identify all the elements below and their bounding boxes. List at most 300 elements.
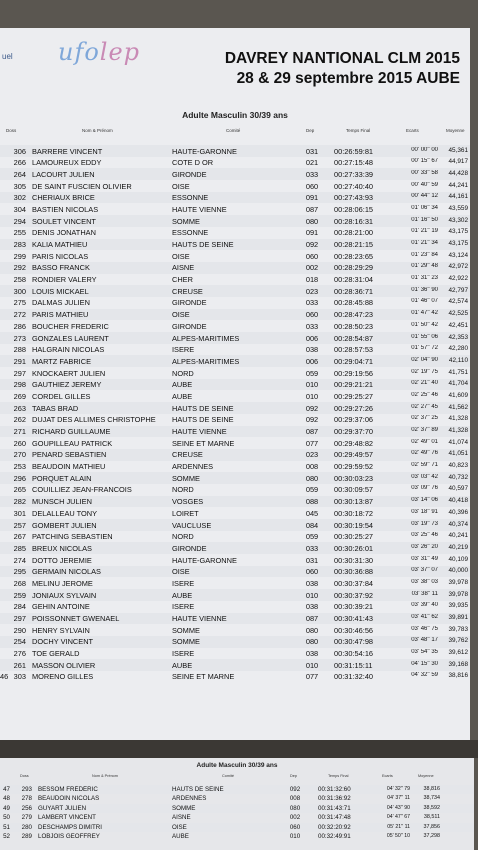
- cell-comite: HAUTE VIENNE: [172, 614, 227, 623]
- header-left-fragment: uel: [2, 52, 13, 61]
- table-row: [0, 624, 470, 636]
- cell-comite: SOMME: [172, 804, 196, 812]
- cell-comite: ALPES-MARITIMES: [172, 356, 240, 366]
- cell-time: 00:31:43:71: [318, 804, 351, 812]
- cell-comite: ALPES-MARITIMES: [172, 333, 240, 343]
- cell-name: GOMBERT JULIEN: [32, 520, 97, 530]
- cell-time: 00:29:21:21: [334, 380, 374, 390]
- cell-time: 00:30:03:23: [334, 473, 374, 483]
- cell-time: 00:29:04:71: [334, 356, 374, 366]
- cell-moy: 41,562: [448, 403, 468, 411]
- cell-name: LOUIS MICKAEL: [32, 286, 89, 296]
- event-date: 28 & 29 septembre 2015 AUBE: [236, 70, 460, 87]
- cell-ecart: 02' 19'' 75: [411, 368, 438, 375]
- table-row: [0, 461, 470, 473]
- cell-moy: 40,374: [448, 520, 468, 528]
- cell-doss: 286: [13, 321, 26, 331]
- cell-ecart: 00' 33'' 58: [411, 169, 438, 176]
- category-title-page2: Adulte Masculin 30/39 ans: [196, 762, 278, 769]
- cell-moy: 39,935: [448, 602, 468, 610]
- cell-name: HALGRAIN NICOLAS: [32, 345, 105, 355]
- cell-dep: 080: [305, 637, 319, 647]
- cell-moy: 43,124: [448, 251, 468, 259]
- cell-comite: ESSONNE: [172, 193, 209, 203]
- sheet-header: [0, 28, 470, 103]
- cell-ecart: 01' 36'' 90: [411, 286, 438, 293]
- cell-time: 00:28:31:04: [334, 275, 374, 285]
- cell-time: 00:31:15:11: [334, 660, 373, 670]
- cell-moy: 40,000: [448, 567, 468, 575]
- cell-comite: HAUTS DE SEINE: [172, 415, 234, 425]
- cell-comite: AISNE: [172, 263, 195, 273]
- cell-ecart: 03' 19'' 73: [411, 520, 438, 527]
- cell-time: 00:28:36:71: [334, 286, 374, 296]
- cell-time: 00:29:49:57: [334, 450, 374, 460]
- cell-moy: 38,816: [448, 672, 468, 680]
- cell-dep: 031: [305, 146, 319, 156]
- cell-comite: SEINE ET MARNE: [172, 438, 235, 448]
- cell-dep: 033: [305, 543, 319, 553]
- table-row: [0, 507, 470, 519]
- cell-dep: 010: [305, 391, 319, 401]
- cell-moy: 38,592: [423, 804, 440, 811]
- cell-doss: 306: [13, 146, 26, 156]
- cell-name: PENARD SEBASTIEN: [32, 450, 107, 460]
- cell-moy: 37,298: [423, 832, 440, 839]
- cell-comite: SOMME: [172, 637, 200, 647]
- table-row: [0, 320, 470, 332]
- cell-doss: 270: [13, 450, 26, 460]
- cell-dep: 045: [305, 508, 319, 518]
- cell-moy: 41,051: [448, 450, 468, 458]
- cell-dep: 092: [305, 240, 319, 249]
- cell-ecart: 03' 38'' 03: [411, 578, 438, 585]
- table-row: [0, 519, 470, 531]
- cell-moy: 40,396: [448, 508, 468, 516]
- cell-name: BARRERE VINCENT: [32, 146, 103, 156]
- cell-time: 00:32:20:92: [318, 823, 351, 831]
- cell-rank: 46: [0, 672, 8, 682]
- table-row: [0, 145, 470, 157]
- cell-comite: HAUTE VIENNE: [172, 427, 227, 436]
- cell-dep: 060: [305, 181, 319, 191]
- cell-dep: 060: [305, 567, 319, 577]
- cell-name: JONIAUX SYLVAIN: [32, 590, 97, 600]
- col-ecart: Ecarts: [382, 774, 393, 778]
- cell-ecart: 01' 06'' 34: [411, 204, 438, 211]
- event-title: DAVREY NANTIONAL CLM 2015: [224, 50, 460, 67]
- cell-dep: 008: [289, 795, 301, 803]
- cell-ecart: 03' 18'' 91: [411, 508, 438, 515]
- cell-moy: 42,525: [448, 310, 468, 318]
- results-sheet: [0, 28, 470, 748]
- table-row: [0, 648, 470, 660]
- cell-ecart: 03' 26'' 20: [411, 543, 438, 550]
- cell-name: GERMAIN NICOLAS: [32, 567, 101, 577]
- cell-time: 00:28:21:15: [334, 240, 374, 249]
- cell-ecart: 01' 21'' 34: [411, 240, 438, 246]
- table-row: [0, 437, 470, 449]
- column-header: [0, 128, 470, 138]
- cell-doss: 282: [13, 497, 26, 507]
- cell-moy: 38,511: [423, 814, 440, 821]
- cell-time: 00:28:50:23: [334, 321, 374, 331]
- col-name: Nom & Prénom: [92, 774, 118, 778]
- cell-comite: NORD: [172, 485, 194, 495]
- cell-comite: ISERE: [172, 578, 195, 588]
- cell-ecart: 03' 46'' 75: [411, 625, 438, 632]
- cell-name: BREUX NICOLAS: [32, 543, 92, 553]
- cell-name: PARIS NICOLAS: [32, 251, 89, 261]
- cell-name: LAMOUREUX EDDY: [32, 158, 102, 168]
- cell-moy: 44,241: [448, 181, 468, 189]
- cell-doss: 269: [13, 391, 26, 401]
- cell-time: 00:32:49:91: [318, 832, 351, 840]
- cell-name: HENRY SYLVAIN: [32, 625, 90, 635]
- cell-moy: 40,219: [448, 543, 468, 551]
- cell-name: GEHIN ANTOINE: [32, 602, 90, 612]
- table-row: [0, 367, 470, 379]
- cell-comite: OISE: [172, 181, 190, 191]
- cell-moy: 42,922: [448, 275, 468, 283]
- cell-comite: HAUTE-GARONNE: [172, 146, 237, 156]
- cell-doss: 262: [13, 415, 26, 425]
- table-row: [0, 542, 470, 554]
- table-row: [0, 157, 470, 169]
- cell-ecart: 04' 43'' 90: [386, 804, 410, 811]
- table-row: [0, 250, 470, 262]
- table-row: [0, 589, 470, 601]
- cell-moy: 41,328: [448, 427, 468, 434]
- cell-time: 00:30:25:27: [334, 532, 374, 542]
- cell-doss: 288: [13, 345, 26, 355]
- table-row: [0, 297, 470, 309]
- col-doss: Doss: [6, 128, 17, 133]
- cell-ecart: 00' 40'' 59: [411, 181, 438, 188]
- cell-name: DENIS JONATHAN: [32, 228, 96, 238]
- cell-name: DELALLEAU TONY: [32, 508, 98, 518]
- cell-moy: 40,597: [448, 485, 468, 493]
- ufolep-logo: ufolep: [58, 38, 141, 66]
- cell-time: 00:30:13:87: [334, 497, 374, 507]
- cell-doss: 304: [13, 204, 26, 214]
- cell-comite: GIRONDE: [172, 543, 207, 553]
- cell-comite: AISNE: [172, 814, 191, 822]
- cell-moy: 43,559: [448, 204, 468, 212]
- cell-comite: SEINE ET MARNE: [172, 672, 235, 682]
- cell-name: MORENO GILLES: [32, 672, 94, 682]
- cell-time: 00:28:45:88: [334, 298, 374, 308]
- cell-comite: CREUSE: [172, 450, 203, 460]
- cell-doss: 305: [13, 181, 26, 191]
- table-row: [0, 168, 470, 180]
- table-row: [0, 813, 474, 822]
- cell-moy: 39,168: [448, 660, 468, 668]
- cell-dep: 002: [305, 263, 319, 273]
- cell-name: CHERIAUX BRICE: [32, 193, 95, 203]
- cell-comite: HAUTE VIENNE: [172, 204, 227, 214]
- cell-name: BESSOM FRÉDÉRIC: [38, 786, 98, 793]
- page-gap: [0, 740, 478, 758]
- cell-name: DOCHY VINCENT: [32, 637, 94, 647]
- cell-dep: 077: [305, 438, 319, 448]
- cell-doss: 297: [13, 614, 26, 623]
- cell-comite: SOMME: [172, 473, 200, 483]
- cell-name: PATCHING SEBASTIEN: [32, 532, 113, 542]
- cell-time: 00:28:06:15: [334, 204, 374, 214]
- cell-name: RONDIER VALERY: [32, 275, 97, 285]
- cell-doss: 275: [13, 298, 26, 308]
- cell-time: 00:30:09:57: [334, 485, 374, 495]
- cell-moy: 41,328: [448, 415, 468, 423]
- cell-moy: 40,732: [448, 473, 468, 481]
- cell-moy: 42,353: [448, 333, 468, 341]
- cell-name: GAUTHIEZ JEREMY: [32, 380, 102, 390]
- cell-time: 00:27:15:48: [334, 158, 374, 168]
- cell-name: DE SAINT FUSCIEN OLIVIER: [32, 181, 132, 191]
- table-row: [0, 566, 470, 578]
- cell-dep: 033: [305, 169, 319, 179]
- col-comite: Comité: [226, 128, 241, 133]
- cell-time: 00:30:37:84: [334, 578, 374, 588]
- cell-doss: 302: [13, 193, 26, 203]
- cell-moy: 38,734: [423, 795, 440, 802]
- cell-time: 00:31:32:40: [334, 672, 374, 682]
- cell-doss: 267: [13, 532, 26, 542]
- cell-name: GOUPILLEAU PATRICK: [32, 438, 113, 448]
- cell-doss: 279: [21, 814, 32, 822]
- cell-moy: 44,161: [448, 193, 468, 201]
- cell-doss: 285: [13, 543, 26, 553]
- cell-time: 00:31:32:60: [318, 786, 351, 793]
- cell-comite: ESSONNE: [172, 228, 209, 238]
- cell-ecart: 04' 47'' 67: [386, 814, 410, 821]
- cell-doss: 283: [13, 240, 26, 249]
- cell-ecart: 03' 25'' 46: [411, 532, 438, 539]
- cell-doss: 253: [13, 462, 26, 472]
- cell-moy: 42,110: [448, 356, 468, 364]
- table-row: [0, 426, 470, 438]
- table-row: [0, 496, 470, 508]
- col-time: Temps Final: [328, 774, 349, 778]
- col-dep: Dep: [306, 128, 315, 133]
- table-row: [0, 577, 470, 589]
- cell-name: MUNSCH JULIEN: [32, 497, 92, 507]
- cell-dep: 023: [305, 286, 319, 296]
- table-row: [0, 344, 470, 356]
- table-row: [0, 262, 470, 274]
- cell-ecart: 03' 48'' 17: [411, 637, 438, 644]
- cell-ecart: 03' 39'' 40: [411, 602, 438, 609]
- cell-name: DALMAS JULIEN: [32, 298, 90, 308]
- cell-name: MASSON OLIVIER: [32, 660, 96, 670]
- cell-comite: HAUTS DE SEINE: [172, 240, 234, 249]
- cell-comite: HAUTS DE SEINE: [172, 786, 224, 793]
- cell-comite: GIRONDE: [172, 169, 207, 179]
- cell-ecart: 02' 25'' 46: [411, 391, 438, 398]
- cell-ecart: 01' 21'' 19: [411, 228, 438, 235]
- cell-moy: 39,762: [448, 637, 468, 645]
- cell-name: KALIA MATHIEU: [32, 240, 88, 249]
- cell-moy: 43,302: [448, 216, 468, 224]
- cell-time: 00:28:23:65: [334, 251, 374, 261]
- cell-dep: 060: [305, 251, 319, 261]
- cell-time: 00:27:33:39: [334, 169, 374, 179]
- cell-moy: 39,612: [448, 649, 468, 657]
- cell-doss: 290: [13, 625, 26, 635]
- cell-doss: 268: [13, 578, 26, 588]
- cell-time: 00:31:47:48: [318, 814, 351, 822]
- cell-name: MELINU JEROME: [32, 578, 93, 588]
- cell-ecart: 05' 21'' 11: [387, 823, 410, 830]
- cell-comite: NORD: [172, 368, 194, 378]
- table-row: [0, 472, 470, 484]
- table-row: [0, 785, 474, 794]
- cell-ecart: 03' 31'' 49: [411, 555, 438, 562]
- cell-dep: 038: [305, 578, 319, 588]
- cell-name: RICHARD GUILLAUME: [32, 427, 111, 436]
- column-header-page2: [0, 774, 474, 784]
- cell-doss: 266: [13, 158, 26, 168]
- cell-time: 00:30:39:21: [334, 602, 374, 612]
- cell-doss: 284: [13, 602, 26, 612]
- cell-time: 00:30:54:16: [334, 649, 374, 659]
- cell-name: COUILLIEZ JEAN-FRANCOIS: [32, 485, 132, 495]
- cell-ecart: 01' 16'' 50: [411, 216, 438, 223]
- cell-ecart: 04' 32'' 79: [386, 786, 410, 792]
- cell-dep: 092: [305, 403, 319, 413]
- cell-name: LACOURT JULIEN: [32, 169, 95, 179]
- cell-ecart: 01' 46'' 07: [411, 298, 438, 305]
- cell-doss: 296: [13, 473, 26, 483]
- cell-moy: 42,280: [448, 345, 468, 353]
- cell-dep: 059: [305, 368, 319, 378]
- cell-doss: 297: [13, 368, 26, 378]
- table-row: [0, 215, 470, 227]
- table-row: [0, 832, 474, 841]
- cell-time: 00:28:47:23: [334, 310, 374, 320]
- cell-ecart: 01' 50'' 42: [411, 321, 438, 328]
- cell-time: 00:28:54:87: [334, 333, 374, 343]
- cell-time: 00:30:26:01: [334, 543, 374, 553]
- cell-time: 00:29:37:06: [334, 415, 374, 425]
- table-row: [0, 613, 470, 625]
- cell-name: BASSO FRANCK: [32, 263, 90, 273]
- cell-time: 00:30:47:98: [334, 637, 374, 647]
- cell-name: GUYART JULIEN: [38, 804, 87, 812]
- cell-ecart: 01' 55'' 06: [411, 333, 438, 340]
- cell-ecart: 04' 32'' 59: [411, 672, 438, 679]
- cell-moy: 44,917: [448, 158, 468, 166]
- cell-doss: 256: [21, 804, 32, 812]
- cell-name: GONZALES LAURENT: [32, 333, 109, 343]
- cell-moy: 42,797: [448, 286, 468, 294]
- cell-dep: 006: [305, 333, 319, 343]
- cell-comite: VAUCLUSE: [172, 520, 212, 530]
- cell-dep: 038: [305, 649, 319, 659]
- cell-dep: 023: [305, 450, 319, 460]
- cell-time: 00:28:16:31: [334, 216, 374, 226]
- cell-ecart: 02' 27'' 45: [411, 403, 438, 410]
- cell-name: SOULET VINCENT: [32, 216, 96, 226]
- results-sheet-page2: [0, 758, 474, 850]
- table-row: [0, 414, 470, 426]
- table-row: [0, 355, 470, 367]
- cell-doss: 273: [13, 333, 26, 343]
- cell-doss: 278: [21, 795, 32, 803]
- cell-comite: HAUTE-GARONNE: [172, 555, 237, 565]
- cell-time: 00:29:27:26: [334, 403, 374, 413]
- cell-dep: 087: [305, 204, 319, 214]
- cell-dep: 088: [305, 497, 319, 507]
- cell-doss: 294: [13, 216, 26, 226]
- cell-ecart: 02' 04'' 90: [411, 356, 438, 363]
- cell-name: PORQUET ALAIN: [32, 473, 92, 483]
- cell-ecart: 00' 15'' 67: [411, 158, 438, 165]
- cell-name: PARIS MATHIEU: [32, 310, 89, 320]
- cell-ecart: 00' 00'' 00: [411, 146, 438, 153]
- cell-ecart: 05' 50'' 10: [386, 832, 410, 839]
- cell-doss: 291: [13, 356, 26, 366]
- cell-moy: 41,704: [448, 380, 468, 388]
- table-row: [0, 636, 470, 648]
- cell-name: KNOCKAERT JULIEN: [32, 368, 106, 378]
- table-row: [0, 823, 474, 832]
- cell-ecart: 03' 14'' 06: [411, 497, 438, 504]
- cell-dep: 038: [305, 602, 319, 612]
- cell-ecart: 00' 44'' 12: [411, 193, 438, 200]
- cell-dep: 087: [305, 614, 319, 623]
- table-row: [0, 192, 470, 204]
- cell-comite: COTE D OR: [172, 158, 214, 168]
- cell-dep: 087: [305, 427, 319, 436]
- cell-moy: 42,972: [448, 263, 468, 271]
- table-row: [0, 794, 474, 803]
- cell-dep: 059: [305, 532, 319, 542]
- cell-time: 00:30:41:43: [334, 614, 374, 623]
- table-row: [0, 659, 470, 671]
- cell-comite: OISE: [172, 567, 190, 577]
- cell-comite: SOMME: [172, 625, 200, 635]
- cell-dep: 033: [305, 321, 319, 331]
- cell-doss: 289: [21, 832, 32, 840]
- cell-ecart: 03' 41'' 62: [411, 614, 438, 620]
- results-table: [0, 145, 470, 683]
- cell-ecart: 03' 03'' 42: [411, 473, 438, 480]
- col-moy: Moyenne: [418, 774, 434, 778]
- cell-comite: AUBE: [172, 590, 193, 600]
- cell-ecart: 01' 47'' 42: [411, 310, 438, 317]
- cell-ecart: 02' 21'' 40: [411, 380, 438, 387]
- cell-ecart: 02' 37'' 89: [411, 427, 438, 433]
- cell-ecart: 02' 49'' 01: [411, 438, 438, 445]
- cell-ecart: 01' 57'' 72: [411, 345, 438, 352]
- cell-time: 00:29:19:56: [334, 368, 374, 378]
- cell-comite: ARDENNES: [172, 795, 207, 803]
- cell-moy: 41,751: [448, 368, 468, 376]
- cell-comite: ISERE: [172, 649, 195, 659]
- cell-name: BOUCHER FREDERIC: [32, 321, 109, 331]
- cell-moy: 39,783: [448, 625, 468, 633]
- cell-moy: 39,978: [448, 590, 468, 598]
- cell-dep: 060: [289, 823, 301, 831]
- cell-name: BASTIEN NICOLAS: [32, 204, 99, 214]
- cell-doss: 255: [13, 228, 26, 238]
- cell-comite: OISE: [172, 251, 190, 261]
- cell-moy: 45,361: [448, 146, 468, 154]
- cell-moy: 40,109: [448, 555, 468, 563]
- results-table-page2: [0, 785, 474, 841]
